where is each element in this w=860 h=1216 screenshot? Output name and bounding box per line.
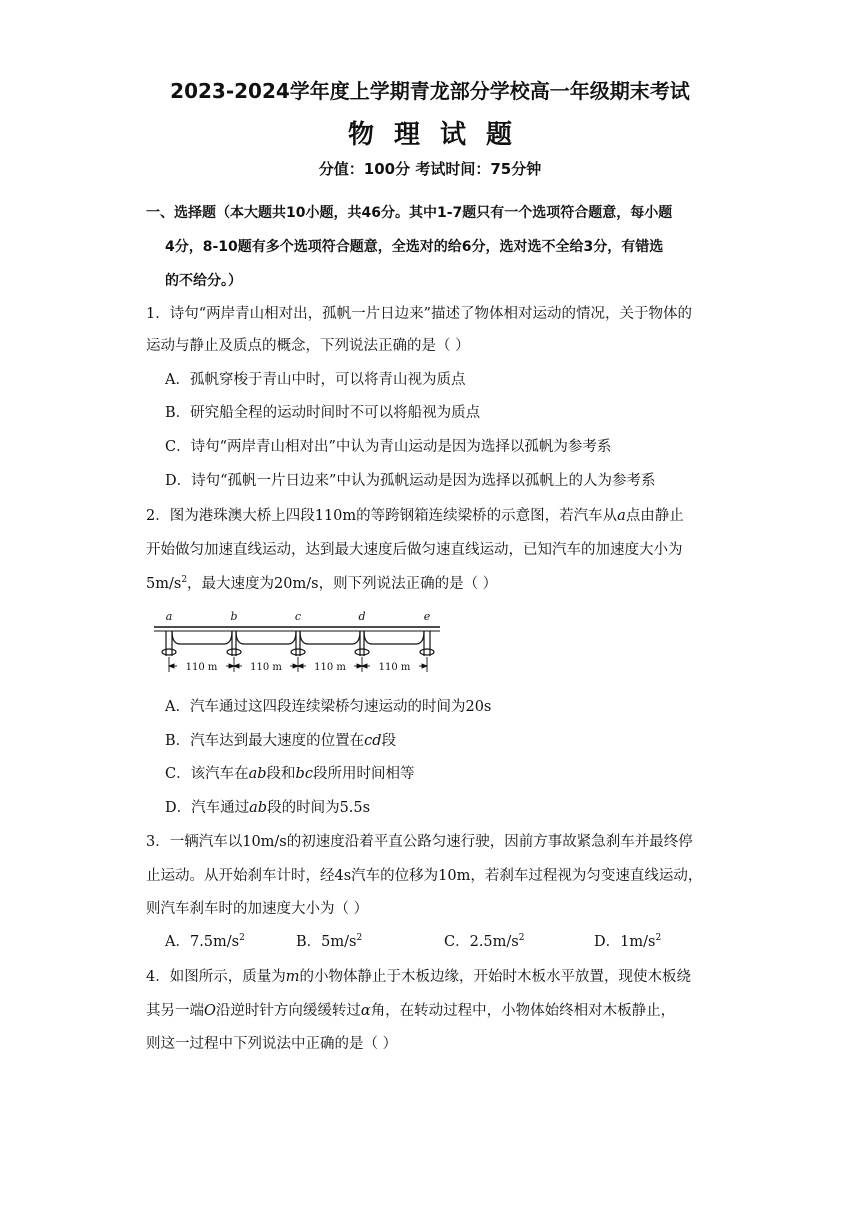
section-instructions-line1: 一、选择题（本大题共10小题，共46分。其中1-7题只有一个选项符合题意，每小题 <box>146 205 673 221</box>
point-label-d: d <box>358 610 366 623</box>
q1-stem-line1: 1．诗句“两岸青山相对出，孤帆一片日边来”描述了物体相对运动的情况，关于物体的 <box>146 306 693 322</box>
point-label-b: b <box>230 610 238 623</box>
span-label-2: 110 m <box>250 662 282 673</box>
q2-option-b: B．汽车达到最大速度的位置在cd段 <box>165 733 397 749</box>
point-label-e: e <box>423 610 431 623</box>
q3-option-c: C．$2.5m/s^2$ <box>444 933 525 950</box>
section-instructions-line3: 的不给分。） <box>165 273 242 289</box>
q3-option-d: D．$1m/s^2$ <box>594 933 662 950</box>
q1-option-b: B．研究船全程的运动时间时不可以将船视为质点 <box>165 405 481 421</box>
point-label-a: a <box>165 610 173 623</box>
q3-stem-line2: 止运动。从开始刹车计时，经4s汽车的位移为10m，若刹车过程视为匀变速直线运动， <box>146 868 703 884</box>
q2-option-a: A．汽车通过这四段连续梁桥匀速运动的时间为20s <box>165 699 492 715</box>
point-label-c: c <box>294 610 302 623</box>
span-label-1: 110 m <box>185 662 218 673</box>
q2-stem-line3: $5m/s^2$，最大速度为20m/s，则下列说法正确的是（ ） <box>146 575 498 592</box>
subject-title: 物理试题 <box>347 120 532 150</box>
q1-option-d: D．诗句“孤帆一片日边来”中认为孤帆运动是因为选择以孤帆上的人为参考系 <box>165 473 656 489</box>
q2-option-c: C．该汽车在ab段和bc段所用时间相等 <box>165 766 415 782</box>
q1-stem-line2: 运动与静止及质点的概念，下列说法正确的是（ ） <box>146 338 470 354</box>
q2-option-d: D．汽车通过ab段的时间为5.5s <box>165 800 371 816</box>
section-instructions-line2: 4分，8-10题有多个选项符合题意，全选对的给6分，选对选不全给3分，有错选 <box>165 239 664 255</box>
q4-stem-line2: 其另一端O沿逆时针方向缓缓转过α角，在转动过程中，小物体始终相对木板静止， <box>146 1003 676 1019</box>
q2-stem-line1: 2．图为港珠澳大桥上四段110m的等跨钢箱连续梁桥的示意图，若汽车从a点由静止 <box>146 508 684 524</box>
q2-stem-line2: 开始做匀加速直线运动，达到最大速度后做匀速直线运动，已知汽车的加速度大小为 <box>146 542 683 558</box>
q4-stem-line1: 4．如图所示，质量为m的小物体静止于木板边缘，开始时木板水平放置，现使木板绕 <box>146 969 691 985</box>
span-label-3: 110 m <box>314 662 346 673</box>
span-label-4: 110 m <box>378 662 411 673</box>
exam-title: 2023-2024学年度上学期青龙部分学校高一年级期末考试 <box>170 79 690 103</box>
q3-stem-line1: 3．一辆汽车以10m/s的初速度沿着平直公路匀速行驶，因前方事故紧急刹车并最终停 <box>146 834 693 850</box>
q4-stem-line3: 则这一过程中下列说法中正确的是（ ） <box>146 1036 398 1052</box>
exam-meta: 分值：100分 考试时间：75分钟 <box>318 160 542 178</box>
q3-stem-line3: 则汽车刹车时的加速度大小为（ ） <box>146 901 369 917</box>
bridge-diagram <box>152 608 442 678</box>
q3-option-a: A．$7.5m/s^2$ <box>165 933 245 950</box>
q3-option-b: B．$5m/s^2$ <box>296 933 363 950</box>
q1-option-c: C．诗句“两岸青山相对出”中认为青山运动是因为选择以孤帆为参考系 <box>165 439 612 455</box>
q1-option-a: A．孤帆穿梭于青山中时，可以将青山视为质点 <box>165 372 466 388</box>
